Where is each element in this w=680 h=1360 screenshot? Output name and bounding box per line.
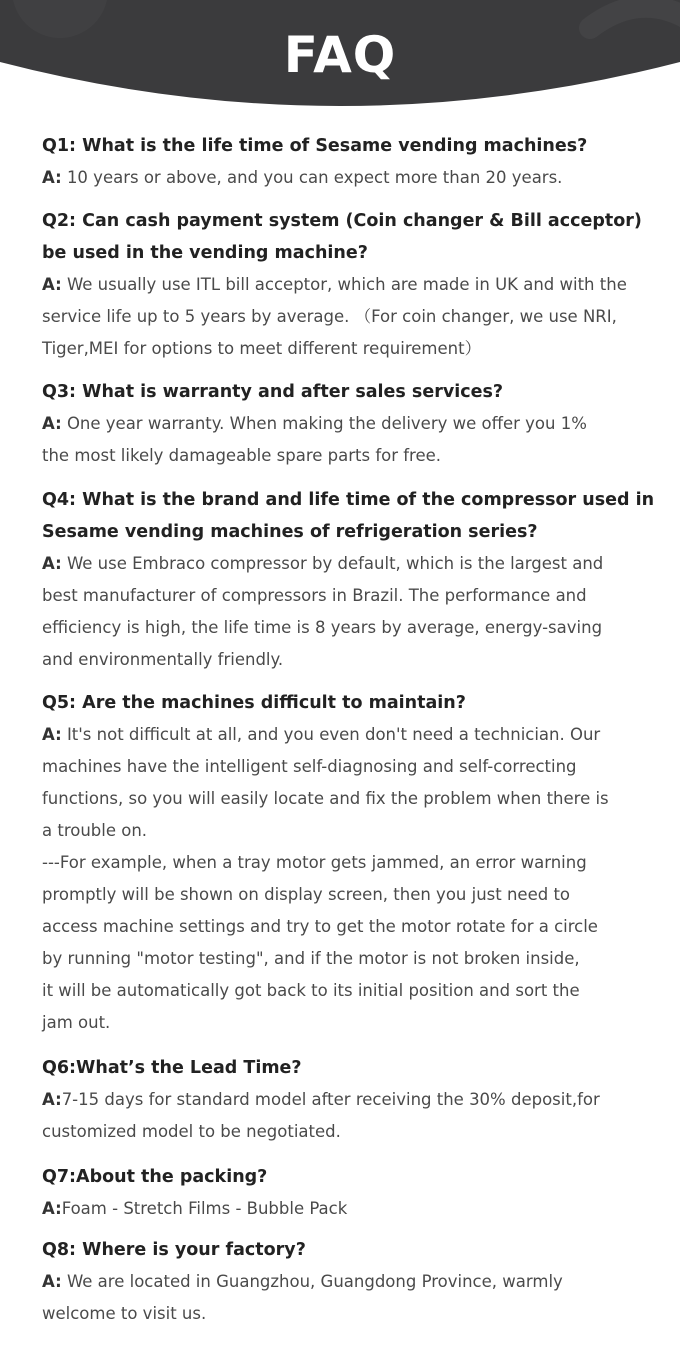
faq-answer xyxy=(42,269,652,365)
answer-line: efficiency is high, the life time is 8 years by average, energy-saving xyxy=(42,618,603,637)
faq-item xyxy=(42,376,652,472)
faq-answer xyxy=(42,719,652,1039)
answer-line: machines have the intelligent self-diagnosing and self-correcting xyxy=(42,757,577,776)
answer-line: 10 years or above, and you can expect more than 20 years. xyxy=(66,168,563,187)
answer-line: We are located in Guangzhou, Guangdong Province, warmly xyxy=(66,1272,563,1291)
question-line: Q3: What is warranty and after sales services? xyxy=(42,382,504,402)
faq-question xyxy=(42,205,652,269)
faq-question xyxy=(42,130,652,162)
question-line: Q7:About the packing? xyxy=(42,1167,268,1187)
question-line: Q1: What is the life time of Sesame vending machines? xyxy=(42,136,588,156)
answer-line: best manufacturer of compressors in Brazil. The performance and xyxy=(42,586,587,605)
answer-line: welcome to visit us. xyxy=(42,1304,207,1323)
faq-question xyxy=(42,1052,652,1084)
faq-list xyxy=(42,130,655,1330)
faq-answer xyxy=(42,548,652,676)
question-line: Sesame vending machines of refrigeration series? xyxy=(42,522,538,542)
answer-line: Foam - Stretch Films - Bubble Pack xyxy=(61,1199,348,1218)
faq-question xyxy=(42,484,655,548)
answer-line: We use Embraco compressor by default, which is the largest and xyxy=(66,554,604,573)
answer-line: service life up to 5 years by average. （For coin changer, we use NRI, xyxy=(42,307,617,326)
answer-line: by running "motor testing", and if the motor is not broken inside, xyxy=(42,949,580,968)
answer-line: access machine settings and try to get the motor rotate for a circle xyxy=(42,917,598,936)
answer-line: 7-15 days for standard model after receiving the 30% deposit,for xyxy=(61,1090,600,1109)
faq-answer xyxy=(42,162,652,194)
faq-answer xyxy=(42,1084,652,1148)
question-line: Q8: Where is your factory? xyxy=(42,1240,306,1260)
answer-label: A: xyxy=(42,725,62,744)
faq-item xyxy=(42,1052,652,1148)
answer-label: A: xyxy=(42,1199,62,1218)
answer-line: customized model to be negotiated. xyxy=(42,1122,341,1141)
page-title: FAQ xyxy=(283,26,397,84)
faq-answer xyxy=(42,1266,652,1330)
answer-label: A: xyxy=(42,554,62,573)
answer-line: promptly will be shown on display screen, then you just need to xyxy=(42,885,571,904)
question-line: Q2: Can cash payment system (Coin changer & Bill acceptor) xyxy=(42,211,642,231)
faq-item xyxy=(42,687,652,1039)
answer-line: a trouble on. xyxy=(42,821,148,840)
question-line: Q4: What is the brand and life time of the compressor used in xyxy=(42,490,655,510)
faq-header xyxy=(0,0,680,110)
answer-label: A: xyxy=(42,414,62,433)
faq-question xyxy=(42,1161,652,1193)
faq-item xyxy=(42,205,652,365)
answer-label: A: xyxy=(42,275,62,294)
answer-label: A: xyxy=(42,168,62,187)
faq-answer xyxy=(42,1193,652,1225)
faq-question xyxy=(42,376,652,408)
faq-item xyxy=(42,484,655,676)
answer-label: A: xyxy=(42,1090,62,1109)
answer-line: jam out. xyxy=(42,1013,111,1032)
faq-question xyxy=(42,687,652,719)
faq-item xyxy=(42,1161,652,1225)
answer-line: it will be automatically got back to its initial position and sort the xyxy=(42,981,580,1000)
faq-question xyxy=(42,1234,652,1266)
answer-line: We usually use ITL bill acceptor, which are made in UK and with the xyxy=(66,275,627,294)
answer-line: and environmentally friendly. xyxy=(42,650,284,669)
answer-line: One year warranty. When making the delivery we offer you 1% xyxy=(66,414,587,433)
answer-line: ---For example, when a tray motor gets jammed, an error warning xyxy=(42,853,587,872)
faq-item xyxy=(42,1234,652,1330)
faq-answer xyxy=(42,408,652,472)
answer-line: Tiger,MEI for options to meet different requirement） xyxy=(42,339,482,358)
answer-line: It's not difficult at all, and you even don't need a technician. Our xyxy=(66,725,601,744)
question-line: Q6:What’s the Lead Time? xyxy=(42,1058,302,1078)
faq-item xyxy=(42,130,652,194)
question-line: Q5: Are the machines difficult to maintain? xyxy=(42,693,466,713)
question-line: be used in the vending machine? xyxy=(42,243,368,263)
answer-label: A: xyxy=(42,1272,62,1291)
answer-line: the most likely damageable spare parts for free. xyxy=(42,446,442,465)
answer-line: functions, so you will easily locate and fix the problem when there is xyxy=(42,789,609,808)
